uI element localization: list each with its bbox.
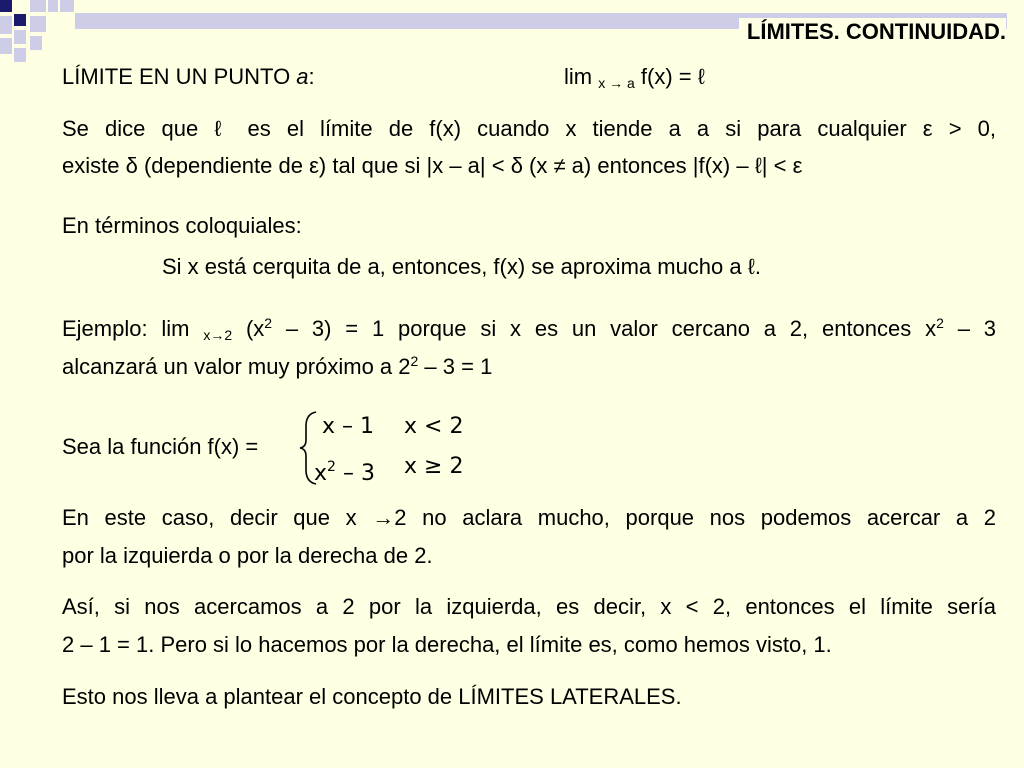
function-label: Sea la función f(x) = <box>62 434 259 459</box>
definition-line-2: existe δ (dependiente de ε) tal que si |x – a| < δ (x ≠ a) entonces |f(x) – ℓ| < ε <box>62 153 803 178</box>
paragraph-4-line-2: 2 – 1 = 1. Pero si lo hacemos por la derecha, el límite es, como hemos visto, 1. <box>62 632 832 657</box>
paragraph-3-line-2: por la izquierda o por la derecha de 2. <box>62 543 433 568</box>
colloquial-sentence: Si x está cerquita de a, entonces, f(x) se aproxima mucho a ℓ. <box>162 254 761 279</box>
example-line-1: Ejemplo: lim $_{x\to 2}$ $(x^2 - 3) = 1$ porque si x es un valor cercano a 2, entonces $x^2 - 3$ <box>62 315 996 343</box>
paragraph-5: Esto nos lleva a plantear el concepto de LÍMITES LATERALES. <box>62 684 682 709</box>
section-heading: LÍMITE EN UN PUNTO a: <box>62 64 315 89</box>
page-title: LÍMITES. CONTINUIDAD. <box>739 18 1006 46</box>
example-line-2: alcanzará un valor muy próximo a $2^2 - 3 = 1$ <box>62 353 493 379</box>
colloquial-intro: En términos coloquiales: <box>62 213 302 238</box>
definition-line-1: Se dice que ℓ es el límite de f(x) cuando x tiende a a si para cualquier ε > 0, <box>62 116 996 141</box>
limit-formula: lim $_{x \to a}$ f(x) = ℓ <box>564 64 705 91</box>
case-2-condition: x ≥ 2 <box>404 454 464 479</box>
case-1-condition: x < 2 <box>404 414 464 439</box>
paragraph-3-line-1: En este caso, decir que x →2 no aclara mucho, porque nos podemos acercar a 2 <box>62 505 996 530</box>
case-1-expression: x – 1 <box>322 414 375 439</box>
case-2-expression: $x^2 - 3$ <box>314 459 375 486</box>
paragraph-4-line-1: Así, si nos acercamos a 2 por la izquierda, es decir, x < 2, entonces el límite sería <box>62 594 996 619</box>
